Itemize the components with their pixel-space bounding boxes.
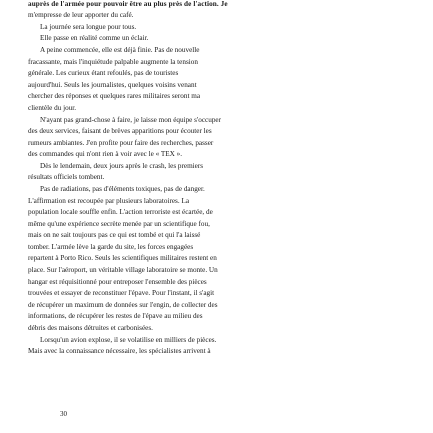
text-line: N'ayant pas grand-chose à faire, je laisse mon équipe s'occuper [40,116,222,124]
text-line: Mais avec la connaissance nécessaire, les spécialistes arrivent à [28,347,211,355]
text-line: aujourd'hui. Seuls les journalistes, quelques voisins venant [28,81,197,89]
text-line: La journée sera longue pour tous. [40,23,137,31]
text-line: population locale souffle enfin. L'action terroriste est écartée, de [28,208,213,216]
text-line: trouvées et essayer de reconstituer l'épave. Pour l'instant, il s'agit [28,289,215,297]
text-line: fracassante, mais l'inquiétude palpable augmente la tension [28,58,198,66]
text-line: des deux services, faisant de brèves apparitions pour écouter les [28,127,212,135]
text-line: tomber. L'armée lève la garde du site, les forces engagées [28,243,194,251]
text-line: résultats officiels tombent. [28,173,105,181]
text-line: de récupérer un maximum de données sur l'engin, de collecter des [28,301,218,309]
text-line: informations, de récupérer les restes de l'épave au milieu des [28,312,203,320]
text-line: rumeurs ambiantes. J'en profite pour faire des recherches, passer [28,139,214,147]
text-line: A peine commencée, elle est déjà finie. Pas de nouvelle [40,46,200,54]
text-line: repartent à Porto Rico. Seuls les scientifiques militaires restent en [28,254,217,262]
text-line: des commandes qui n'ont rien à voir avec le « TEX ». [28,150,183,158]
text-line: m'empresse de leur apporter du café. [28,11,134,19]
text-line: Pas de radiations, pas d'éléments toxiques, pas de danger. [40,185,205,193]
text-line: hangar est réquisitionné pour entreposer l'ensemble des pièces [28,278,207,286]
text-line: place. Sur l'aéroport, un véritable village laboratoire se monte. Un [28,266,218,274]
page-body [28,0,420,433]
text-line: L'affirmation est recoupée par plusieurs laboratoires. La [28,197,190,205]
text-line: chercher des réponses et quelques rares militaires seront ma [28,92,201,100]
page-number: 30 [60,410,67,418]
text-line: auprès de l'armée pour pouvoir être au plus près de l'action. Je [28,0,228,8]
text-line: clientèle du jour. [28,104,77,112]
text-line: Lorsqu'un avion explose, il se volatilise en milliers de pièces. [40,336,217,344]
text-line: Dès le lendemain, deux jours après le crash, les premiers [40,162,204,170]
text-line: même qu'une expérience secrète menée par un scientifique fou, [28,220,210,228]
text-line: mais on ne sait toujours pas ce qui est tombé et qui l'a laissé [28,231,201,239]
text-line: générale. Les curieux étant refoulés, pas de touristes [28,69,179,77]
text-line: débris des maisons détruites et carbonisées. [28,324,153,332]
text-line: Elle passe en réalité comme un éclair. [40,34,149,42]
